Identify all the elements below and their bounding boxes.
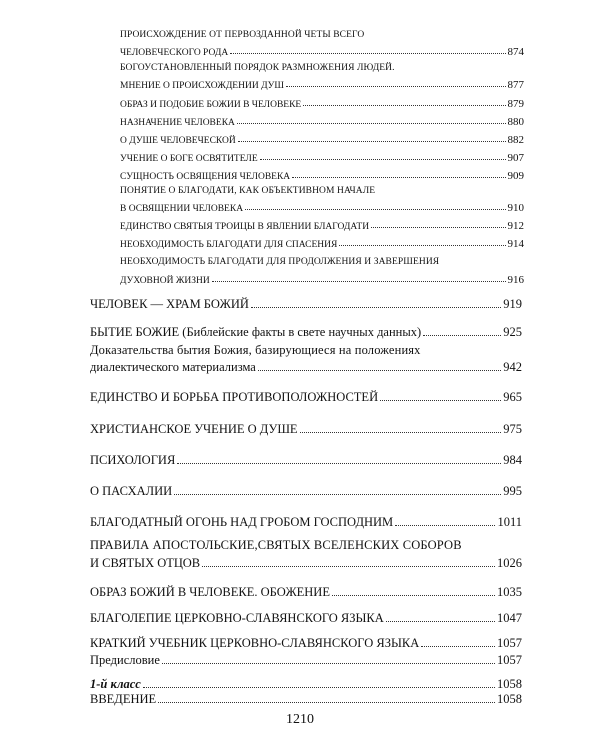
toc-entry-title: ЧЕЛОВЕЧЕСКОГО РОДА (120, 48, 229, 58)
toc-entry-line: БОГОУСТАНОВЛЕННЫЙ ПОРЯДОК РАЗМНОЖЕНИЯ ЛЮДЕЙ. (120, 63, 395, 73)
toc-entry-page: 882 (507, 134, 524, 146)
toc-entry-line: НЕОБХОДИМОСТЬ БЛАГОДАТИ ДЛЯ ПРОДОЛЖЕНИЯ И ЗАВЕРШЕНИЯ (120, 257, 440, 267)
toc-entry-page: 914 (507, 238, 524, 250)
toc-entry-page: 1047 (497, 611, 522, 625)
toc-entry-title: МНЕНИЕ О ПРОИСХОЖДЕНИИ ДУШ (120, 81, 284, 91)
toc-entry-title: ПСИХОЛОГИЯ (90, 453, 176, 467)
leader-dots (158, 702, 495, 703)
toc-entry[interactable] (120, 218, 524, 232)
leader-dots (202, 566, 495, 567)
toc-entry[interactable] (90, 421, 522, 437)
toc-entry-title: НЕОБХОДИМОСТЬ БЛАГОДАТИ ДЛЯ СПАСЕНИЯ (120, 240, 338, 250)
leader-dots (162, 663, 495, 664)
toc-entry[interactable] (120, 77, 524, 91)
toc-entry-page: 907 (507, 152, 524, 164)
toc-entry[interactable] (90, 610, 522, 626)
toc-entry-page: 975 (503, 422, 522, 436)
leader-dots (177, 463, 501, 464)
page-number: 1210 (286, 712, 314, 727)
leader-dots (300, 432, 502, 433)
toc-entry-title: БЛАГОЛЕПИЕ ЦЕРКОВНО-СЛАВЯНСКОГО ЯЗЫКА (90, 611, 384, 625)
toc-entry[interactable] (90, 296, 522, 312)
toc-entry-title: В ОСВЯЩЕНИИ ЧЕЛОВЕКА (120, 204, 244, 214)
toc-entry-title: О ПАСХАЛИИ (90, 484, 173, 498)
toc-entry-title: БЫТИЕ БОЖИЕ (Библейские факты в свете научных данных) (90, 325, 422, 339)
toc-entry-line: Доказательства бытия Божия, базирующиеся на положениях (90, 343, 421, 357)
toc-entry-page: 995 (503, 484, 522, 498)
toc-entry-page: 925 (503, 325, 522, 339)
toc-entry[interactable] (120, 150, 524, 164)
leader-dots (423, 335, 501, 336)
toc-entry[interactable] (90, 389, 522, 405)
toc-entry-page: 1057 (497, 653, 522, 667)
leader-dots (174, 494, 501, 495)
toc-entry[interactable] (90, 514, 522, 530)
toc-entry-page: 984 (503, 453, 522, 467)
toc-entry-title: диалектического материализма (90, 360, 256, 374)
toc-entry-page: 874 (507, 46, 524, 58)
leader-dots (245, 209, 505, 210)
toc-entry[interactable] (120, 236, 524, 250)
toc-entry-title: 1-й класс (90, 677, 141, 691)
toc-entry[interactable] (90, 555, 522, 571)
toc-entry[interactable] (120, 200, 524, 214)
toc-entry-title: СУЩНОСТЬ ОСВЯЩЕНИЯ ЧЕЛОВЕКА (120, 172, 291, 182)
toc-entry-title: ДУХОВНОЙ ЖИЗНИ (120, 276, 210, 286)
leader-dots (332, 595, 495, 596)
leader-dots (237, 123, 506, 124)
leader-dots (238, 141, 506, 142)
toc-entry-page: 1026 (497, 556, 522, 570)
leader-dots (258, 370, 501, 371)
leader-dots (286, 86, 506, 87)
toc-entry-title: ВВЕДЕНИЕ (90, 692, 157, 706)
toc-entry-page: 909 (507, 170, 524, 182)
leader-dots (251, 307, 501, 308)
toc-entry-line: ПРАВИЛА АПОСТОЛЬСКИЕ,СВЯТЫХ ВСЕЛЕНСКИХ СОБОРОВ (90, 538, 462, 552)
leader-dots (386, 621, 495, 622)
toc-entry-title: ЕДИНСТВО СВЯТЫЯ ТРОИЦЫ В ЯВЛЕНИИ БЛАГОДАТИ (120, 222, 370, 232)
toc-entry[interactable] (120, 96, 524, 110)
toc-entry[interactable] (120, 114, 524, 128)
toc-entry-page: 880 (507, 116, 524, 128)
toc-entry[interactable] (120, 272, 524, 286)
toc-entry[interactable] (90, 359, 522, 375)
toc-entry-line: ПРОИСХОЖДЕНИЕ ОТ ПЕРВОЗДАННОЙ ЧЕТЫ ВСЕГО (120, 30, 365, 40)
toc-entry[interactable] (90, 676, 522, 692)
toc-entry-title: ЕДИНСТВО И БОРЬБА ПРОТИВОПОЛОЖНОСТЕЙ (90, 390, 379, 404)
toc-entry[interactable] (120, 44, 524, 58)
toc-entry[interactable] (90, 324, 522, 340)
leader-dots (421, 646, 495, 647)
toc-entry-title: ОБРАЗ И ПОДОБИЕ БОЖИИ В ЧЕЛОВЕКЕ (120, 100, 302, 110)
leader-dots (212, 281, 506, 282)
toc-entry-title: Предисловие (90, 653, 160, 667)
toc-entry[interactable] (90, 483, 522, 499)
toc-entry-page: 910 (507, 202, 524, 214)
toc-entry-page: 877 (507, 79, 524, 91)
toc-entry-page: 1011 (497, 515, 522, 529)
leader-dots (230, 53, 505, 54)
toc-entry-page: 1058 (497, 692, 522, 706)
toc-entry[interactable] (90, 635, 522, 651)
toc-entry-title: О ДУШЕ ЧЕЛОВЕЧЕСКОЙ (120, 136, 236, 146)
leader-dots (395, 525, 495, 526)
toc-entry-page: 912 (507, 220, 524, 232)
toc-entry[interactable] (120, 132, 524, 146)
toc-entry[interactable] (90, 584, 522, 600)
toc-entry-page: 879 (507, 98, 524, 110)
toc-entry-page: 916 (507, 274, 524, 286)
leader-dots (303, 105, 505, 106)
leader-dots (143, 687, 495, 688)
leader-dots (380, 400, 501, 401)
toc-entry-page: 965 (503, 390, 522, 404)
toc-entry[interactable] (90, 452, 522, 468)
toc-entry-title: ХРИСТИАНСКОЕ УЧЕНИЕ О ДУШЕ (90, 422, 298, 436)
toc-entry-page: 1057 (497, 636, 522, 650)
toc-entry[interactable] (90, 691, 522, 707)
leader-dots (260, 159, 506, 160)
toc-entry-title: ЧЕЛОВЕК — ХРАМ БОЖИЙ (90, 297, 249, 311)
leader-dots (292, 177, 505, 178)
toc-entry-title: НАЗНАЧЕНИЕ ЧЕЛОВЕКА (120, 118, 235, 128)
toc-entry-page: 942 (503, 360, 522, 374)
toc-entry-title: БЛАГОДАТНЫЙ ОГОНЬ НАД ГРОБОМ ГОСПОДНИМ (90, 515, 394, 529)
leader-dots (371, 227, 505, 228)
toc-entry[interactable] (90, 652, 522, 668)
toc-entry-page: 1058 (497, 677, 522, 691)
toc-entry-line: ПОНЯТИЕ О БЛАГОДАТИ, КАК ОБЪЕКТИВНОМ НАЧАЛЕ (120, 186, 376, 196)
toc-entry-title: КРАТКИЙ УЧЕБНИК ЦЕРКОВНО-СЛАВЯНСКОГО ЯЗЫКА (90, 636, 420, 650)
toc-entry[interactable] (120, 168, 524, 182)
toc-entry-title: ОБРАЗ БОЖИЙ В ЧЕЛОВЕКЕ. ОБОЖЕНИЕ (90, 585, 330, 599)
toc-entry-page: 1035 (497, 585, 522, 599)
toc-entry-page: 919 (503, 297, 522, 311)
toc-entry-title: И СВЯТЫХ ОТЦОВ (90, 556, 201, 570)
toc-entry-title: УЧЕНИЕ О БОГЕ ОСВЯТИТЕЛЕ (120, 154, 258, 164)
leader-dots (339, 245, 505, 246)
